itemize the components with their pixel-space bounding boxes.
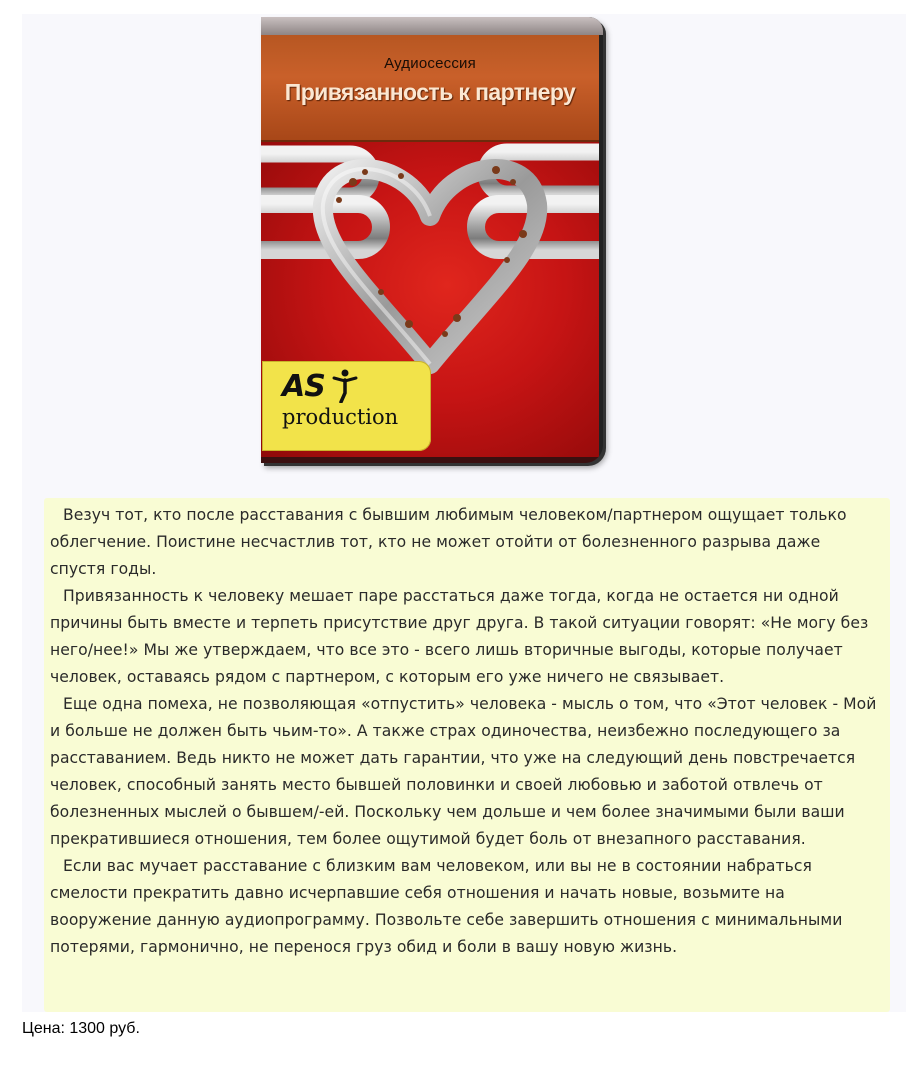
product-description (44, 498, 890, 1012)
description-paragraph: Если вас мучает расставание с близким вам человеком, или вы не в состоянии набраться смелости прекратить давно исчерпавшие себя отношения и начать новые, возьмите на вооружение данную аудиопрограмму. Позвольте себе завершить отношения с минимальными потерями, гармонично, не перенося груз обид и боли в вашу новую жизнь. (50, 857, 843, 956)
description-paragraph: Везуч тот, кто после расставания с бывшим любимым человеком/партнером ощущает только облегчение. Поистине несчастлив тот, кто не может отойти от болезненного разрыва даже спустя годы. (50, 506, 847, 578)
cover-header (261, 35, 599, 142)
logo-mark: AS (282, 369, 325, 404)
logo-word: production (282, 405, 399, 429)
description-paragraph: Еще одна помеха, не позволяющая «отпустить» человека - мысль о том, что «Этот человек - Мой и больше не должен быть чьим-то». А также страх одиночества, неизбежно последующего за расставанием. Ведь никто не может дать гарантии, что уже на следующий день повстречается человек, способный занять место бывшей половинки и своей любовью и заботой отвлечь от болезненных мыслей о бывшем/-ей. Поскольку чем дольше и чем более значимыми были ваши прекратившиеся отношения, тем более ощутимой будет боль от внезапного расставания. (50, 695, 877, 848)
cover-spine (261, 17, 603, 35)
price-label: Цена: 1300 руб. (22, 1020, 140, 1037)
ast-production-logo (262, 361, 431, 451)
logo-figure-icon (332, 369, 358, 403)
description-paragraph: Привязанность к человеку мешает паре расстаться даже тогда, когда не остается ни одной причины быть вместе и терпеть присутствие друг друга. В такой ситуации говорят: «Не могу без него/нее!» Мы же утверждаем, что все это - всего лишь вторичные выгоды, которые получает человек, оставаясь рядом с партнером, с которым его уже ничего не связывает. (50, 587, 869, 686)
cover-bottom-edge (261, 457, 603, 463)
cover-title: Привязанность к партнеру (284, 79, 576, 105)
cover-subtitle: Аудиосессия (384, 55, 476, 72)
